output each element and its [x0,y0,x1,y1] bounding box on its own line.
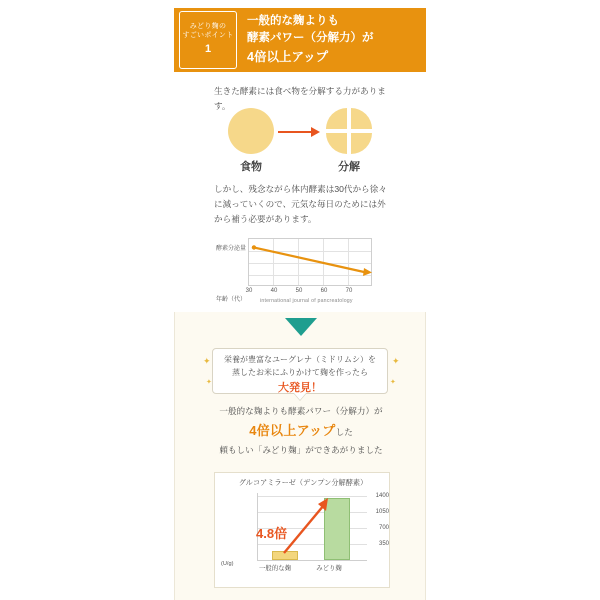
chart2-plot-area [257,493,367,561]
header-title-line2: 酵素パワー（分解力）が [247,32,374,45]
badge-line2: すごいポイント [182,32,234,40]
chart2-ytick-2: 1050 [375,509,389,515]
claim-line1: 一般的な麹よりも酵素パワー（分解力）が [219,406,383,416]
chart2-annotation: 4.8倍 [256,526,288,541]
chart1-source: international journal of pancreatology [260,298,353,304]
chevron-down-icon [285,318,317,336]
claim-block [206,404,396,458]
header-title-line1: 一般的な麹よりも [247,14,339,27]
balloon-line1: 栄養が豊富なユーグレナ（ミドリムシ）を [224,355,376,364]
claim-highlight: 4倍以上アップ [249,423,336,439]
glucoamylase-chart [214,472,390,588]
illustration-label-right: 分解 [338,161,360,173]
chart1-xtick-2: 50 [295,288,303,294]
chart2-xcat-0: 一般的な麹 [259,565,291,572]
balloon-highlight: 大発見！ [278,381,322,394]
chart1-plot-area [248,238,372,286]
chart2-xcat-1: みどり麹 [316,565,342,572]
chart2-ytick-3: 1400 [375,493,389,499]
sparkle-icon-right: ✦ [392,356,400,366]
chart2-title: グルコアミラーゼ（デンプン分解酵素） [238,478,368,487]
chart1-xtick-3: 60 [320,288,328,294]
balloon-line2: 蒸したお米にふりかけて麹を作ったら [232,367,368,377]
claim-highlight-suffix: した [335,427,353,438]
sparkle-icon-left: ✦ [203,356,211,366]
chart2-ytick-1: 700 [378,525,389,531]
chart1-ylabel: 酵素分泌量 [216,246,247,252]
badge-number: 1 [204,42,212,55]
badge-line1: みどり麹の [189,23,227,31]
header-badge [179,11,237,69]
chart1-xtick-1: 40 [270,288,278,294]
enzyme-decline-chart [216,236,386,308]
food-decompose-illustration [214,104,386,174]
sparkle-icon-right-2: ✦ [390,379,396,386]
chart1-xlabel: 年齢（代） [215,297,246,303]
arrow-right-icon [278,126,324,138]
chart1-trend-line [248,238,372,286]
whole-food-icon [228,108,274,154]
chart1-xtick-4: 70 [345,288,353,294]
claim-line3: 頼もしい「みどり麹」ができあがりました [219,444,383,455]
header-title-line3: 4倍以上アップ [247,50,329,65]
section2-body: しかし、残念ながら体内酵素は30代から徐々に減っていくので、元気な毎日のためには外から補う必要があります。 [214,184,387,225]
discovery-balloon [212,348,388,394]
header-title [247,13,374,68]
chart1-xtick-0: 30 [245,288,253,294]
split-food-icon [326,108,372,154]
sparkle-icon-left-2: ✦ [206,379,212,386]
header-banner [174,8,426,72]
chart2-unit-label: (U/g) [221,561,234,567]
illustration-label-left: 食物 [240,161,262,173]
chart2-ytick-0: 350 [378,541,389,547]
section1-lead: 生きた酵素には食べ物を分解する力があります。 [214,86,386,112]
